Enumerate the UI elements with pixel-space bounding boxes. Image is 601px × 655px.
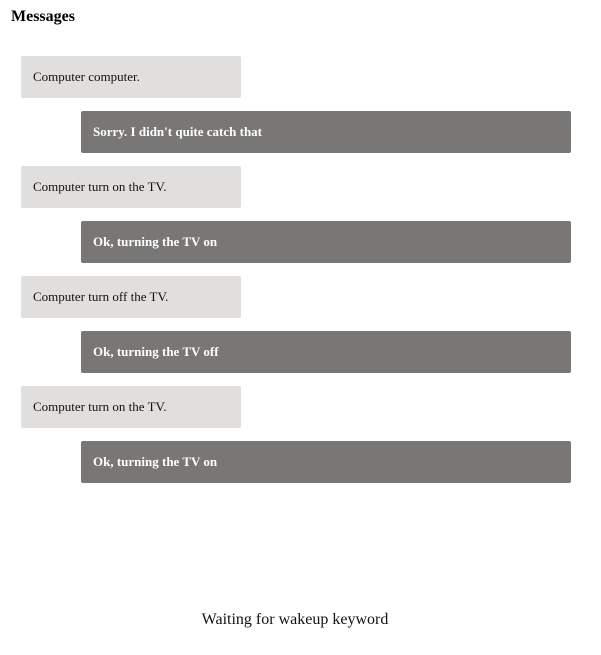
user-message: Computer turn on the TV. [21,166,241,208]
status-text: Waiting for wakeup keyword [201,611,389,628]
assistant-message: Sorry. I didn't quite catch that [81,111,571,153]
user-message: Computer turn off the TV. [21,276,241,318]
user-message: Computer computer. [21,56,241,98]
assistant-message: Ok, turning the TV off [81,331,571,373]
assistant-message: Ok, turning the TV on [81,221,571,263]
page-title: Messages [11,8,75,25]
assistant-message: Ok, turning the TV on [81,441,571,483]
user-message: Computer turn on the TV. [21,386,241,428]
